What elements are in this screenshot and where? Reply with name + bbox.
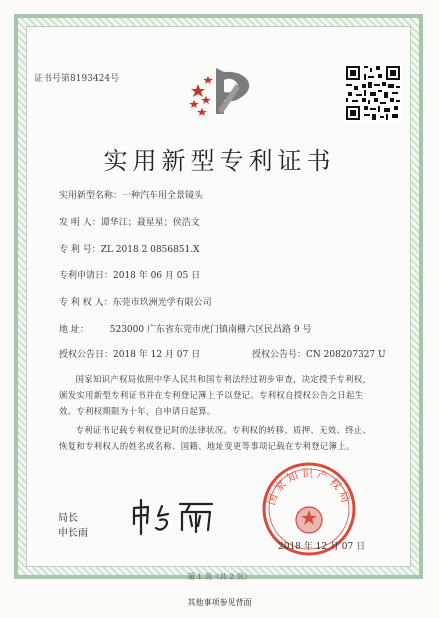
address-value: 523000 广东省东莞市虎门镇南栅六区民昌路 9 号 <box>109 325 312 335</box>
address-label: 地 址： <box>59 325 89 335</box>
legal-status-paragraph: 专利证书记载专利权登记时的法律状况。专利权的转移、质押、无效、终止、恢复和专利权人的姓名或名称、国籍、地址变更等事项记载在专利登记簿上。 <box>59 425 372 451</box>
application-date-row: 专利申请日：2018 年 06 月 05 日 <box>59 271 201 281</box>
inventors-row: 发 明 人：谭华江；聂星星；侯浩文 <box>59 218 200 228</box>
svg-text:国家知识产权局 <box>265 467 354 507</box>
patent-number-row: 专 利 号：ZL 2018 2 0856851.X <box>59 245 200 255</box>
certificate-number: 证书号第8193424号 <box>34 74 120 84</box>
seal-date: 2018 年 12 月 07 日 <box>278 542 366 552</box>
seal-text: 国家知识产权局 <box>264 467 354 507</box>
page-indicator: 第 1 页（共 2 页） <box>187 572 252 581</box>
grant-paragraph: 国家知识产权局依照中华人民共和国专利法经过初步审查，决定授予专利权，颁发实用新型专利证书并在专利登记簿上予以登记。专利权自授权公告之日起生效。专利权期限为十年，自申请日起算。 <box>59 374 372 416</box>
patentee-row: 专 利 权 人：东莞市玖洲光学有限公司 <box>59 298 212 308</box>
announce-date: 授权公告日：2018 年 12 月 07 日 <box>59 350 201 360</box>
director-signature <box>128 496 220 538</box>
footer-note: 其他事项参见背面 <box>187 598 252 607</box>
director-title: 局长 <box>58 513 78 524</box>
utility-name-row: 实用新型名称：一种汽车用全景镜头 <box>59 191 204 201</box>
qr-code <box>344 64 402 122</box>
patent-office-logo <box>178 62 264 120</box>
director-name: 申长雨 <box>58 528 88 539</box>
certificate-title: 实用新型专利证书 <box>103 147 336 175</box>
announce-number: 授权公告号：CN 208207327 U <box>252 350 386 360</box>
address-row <box>59 322 311 335</box>
